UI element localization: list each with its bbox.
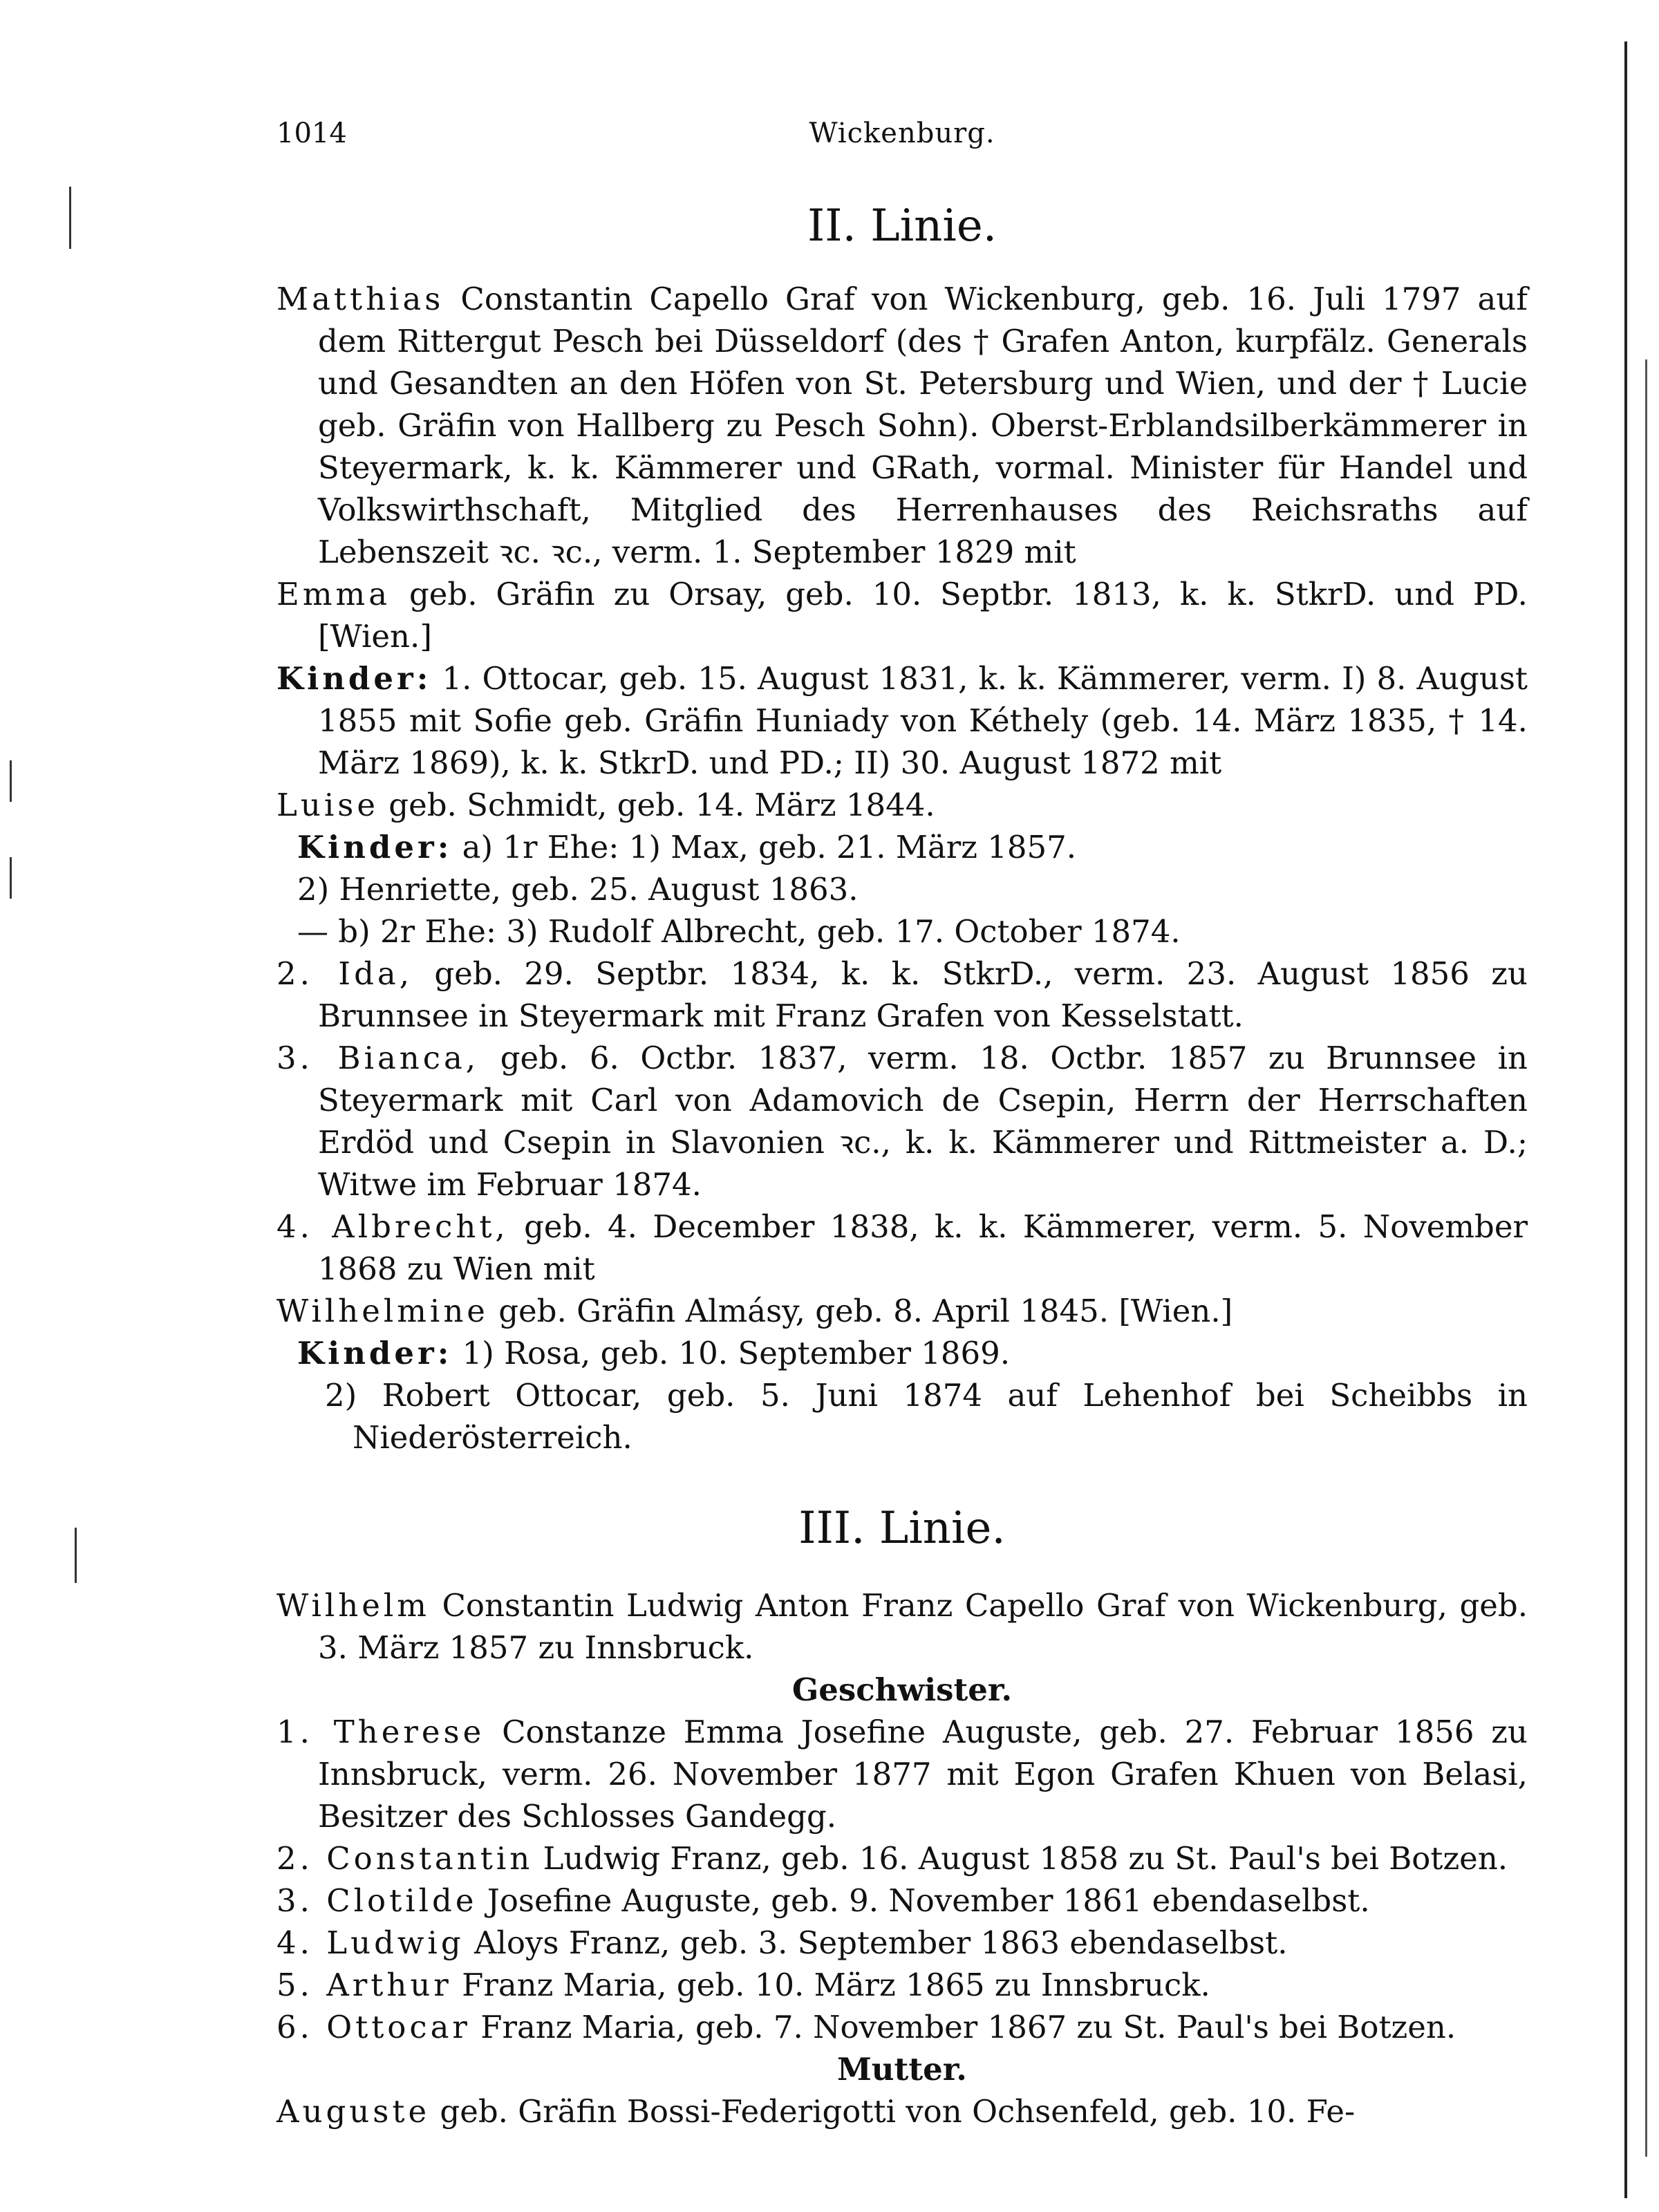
scan-edge-line (1624, 41, 1627, 2198)
entry-matthias (276, 278, 1528, 573)
entry-name: Kinder: (276, 660, 432, 697)
entry-albrecht (276, 1206, 1528, 1290)
entry-text: 2) Henriette, geb. 25. August 1863. (297, 871, 859, 908)
entry-text: Constanze Emma Josefine Auguste, geb. 27. Februar 1856 zu Innsbruck, verm. 26. November 1877 mit Egon Grafen Khuen von Belasi, Besitzer des Schlosses Gandegg. (318, 1714, 1528, 1835)
entry-name: Auguste (276, 2093, 431, 2130)
entry-name: Emma (276, 576, 391, 612)
entry-luise (276, 784, 1528, 826)
entry-text: geb. 6. Octbr. 1837, verm. 18. Octbr. 1857 zu Brunnsee in Steyermark mit Carl von Adamovich de Csepin, Herrn der Herrschaften Erdöd und Csepin in Slavonien ꝛc., k. k. Kämmerer und Rittmeister a. D.; Witwe im Februar 1874. (318, 1040, 1528, 1203)
entry-name: 2. Constantin (276, 1840, 534, 1877)
entry-name: Wilhelm (276, 1587, 430, 1624)
margin-mark (10, 857, 12, 899)
margin-mark (75, 1528, 77, 1583)
entry-text: Josefine Auguste, geb. 9. November 1861 ebendaselbst. (477, 1882, 1370, 1919)
entry-emma (276, 573, 1528, 657)
scan-edge-line-outer (1645, 359, 1647, 2157)
entry-name: 3. Clotilde (276, 1882, 478, 1919)
entry-name: 5. Arthur (276, 1967, 452, 2003)
entry-name: Matthias (276, 281, 444, 317)
section-title-linie-2: II. Linie. (807, 200, 997, 252)
margin-mark (69, 187, 71, 249)
entry-text: Franz Maria, geb. 10. März 1865 zu Innsbruck. (451, 1967, 1210, 2003)
entry-robert (276, 1374, 1528, 1459)
entry-text: Constantin Ludwig Anton Franz Capello Graf von Wickenburg, geb. 3. März 1857 zu Innsbruck. (318, 1587, 1528, 1666)
entry-ottocar (276, 2006, 1528, 2048)
entry-text: — b) 2r Ehe: 3) Rudolf Albrecht, geb. 17. October 1874. (297, 913, 1181, 950)
entry-name: 4. Albrecht, (276, 1208, 509, 1245)
entry-text: geb. Gräfin Bossi-Federigotti von Ochsenfeld, geb. 10. Fe- (430, 2093, 1356, 2130)
entry-text: geb. Gräfin Almásy, geb. 8. April 1845. [Wien.] (488, 1293, 1233, 1329)
entry-name: 2. Ida, (276, 955, 413, 992)
entry-henriette (276, 868, 1528, 910)
entry-wilhelmine (276, 1290, 1528, 1332)
entry-ida (276, 953, 1528, 1037)
entry-text: Ludwig Franz, geb. 16. August 1858 zu St. Paul's bei Botzen. (533, 1840, 1508, 1877)
entry-name: 4. Ludwig (276, 1924, 465, 1961)
entry-arthur (276, 1964, 1528, 2006)
entry-clotilde (276, 1880, 1528, 1922)
entry-text: Constantin Capello Graf von Wickenburg, geb. 16. Juli 1797 auf dem Rittergut Pesch bei Düsseldorf (des † Grafen Anton, kurpfälz. Generals und Gesandten an den Höfen von St. Petersburg und Wien, und der † Lucie geb. Gräfin von Hallberg zu Pesch Sohn). Oberst-Erblandsilberkämmerer in Steyermark, k. k. Kämmerer und GRath, vormal. Minister für Handel und Volkswirthschaft, Mitglied des Herrenhauses des Reichsraths auf Lebenszeit ꝛc. ꝛc., verm. 1. September 1829 mit (318, 281, 1528, 570)
running-head (276, 118, 1528, 173)
entry-text: 1. Ottocar, geb. 15. August 1831, k. k. Kämmerer, verm. I) 8. August 1855 mit Sofie geb. Gräfin Huniady von Kéthely (geb. 14. März 1835, † 14. März 1869), k. k. StkrD. und PD.; II) 30. August 1872 mit (318, 660, 1528, 781)
siblings-heading: Geschwister. (791, 1671, 1013, 1708)
entry-text: 1) Rosa, geb. 10. September 1869. (452, 1335, 1011, 1371)
entry-text: geb. Schmidt, geb. 14. März 1844. (378, 787, 935, 823)
mother-heading: Mutter. (837, 2051, 967, 2088)
margin-mark (10, 760, 12, 802)
entry-ludwig (276, 1922, 1528, 1964)
entry-name: Luise (276, 787, 379, 823)
entry-text: a) 1r Ehe: 1) Max, geb. 21. März 1857. (452, 829, 1077, 865)
entry-name: 3. Bianca, (276, 1040, 480, 1076)
entry-wilhelm (276, 1584, 1528, 1669)
entry-name: Wilhelmine (276, 1293, 489, 1329)
entry-constantin (276, 1837, 1528, 1880)
entry-kinder (276, 657, 1528, 784)
entry-text: geb. Gräfin zu Orsay, geb. 10. Septbr. 1813, k. k. StkrD. und PD. [Wien.] (318, 576, 1528, 655)
entry-text: geb. 4. December 1838, k. k. Kämmerer, verm. 5. November 1868 zu Wien mit (318, 1208, 1528, 1287)
entry-kinder-sub (276, 826, 1528, 868)
entry-auguste (276, 2090, 1528, 2133)
running-title: Wickenburg. (809, 118, 995, 149)
section-title-linie-3: III. Linie. (798, 1503, 1006, 1554)
entry-name: 1. Therese (276, 1714, 485, 1750)
page (276, 118, 1528, 2133)
entry-name: Kinder: (297, 829, 453, 865)
entry-text: geb. 29. Septbr. 1834, k. k. StkrD., verm. 23. August 1856 zu Brunnsee in Steyermark mit Franz Grafen von Kesselstatt. (318, 955, 1528, 1034)
entry-name: Kinder: (297, 1335, 453, 1371)
page-number: 1014 (276, 118, 347, 149)
entry-bianca (276, 1037, 1528, 1206)
entry-rudolf (276, 910, 1528, 953)
entry-text: Aloys Franz, geb. 3. September 1863 ebendaselbst. (464, 1924, 1288, 1961)
entry-kinder-rosa (276, 1332, 1528, 1374)
entry-text: 2) Robert Ottocar, geb. 5. Juni 1874 auf Lehenhof bei Scheibbs in Niederösterreich. (325, 1377, 1528, 1456)
entry-text: Franz Maria, geb. 7. November 1867 zu St. Paul's bei Botzen. (470, 2009, 1456, 2045)
entry-therese (276, 1711, 1528, 1837)
entry-name: 6. Ottocar (276, 2009, 471, 2045)
